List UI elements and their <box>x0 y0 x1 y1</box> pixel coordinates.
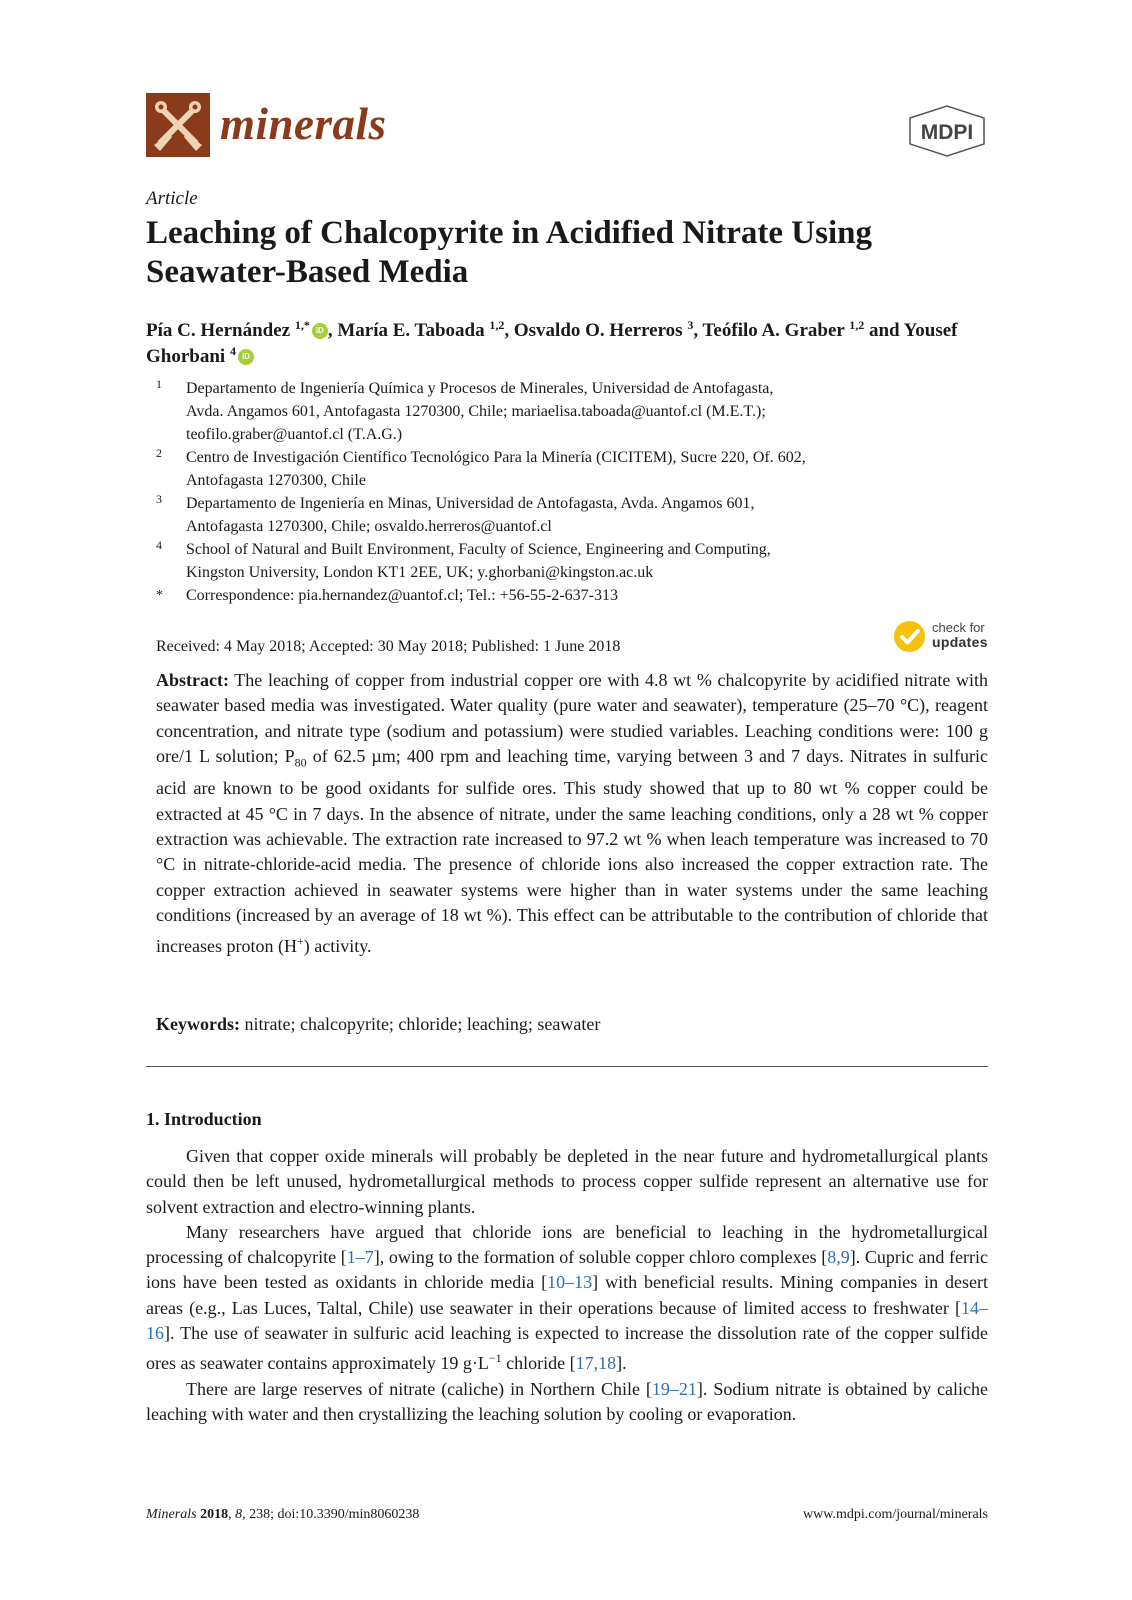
affiliation-item <box>146 584 986 607</box>
affiliations <box>146 377 986 607</box>
superscript: −1 <box>488 1351 502 1366</box>
author-separator: , <box>504 320 514 341</box>
footer-year: 2018 <box>196 1507 229 1522</box>
affiliation-marker: 3 <box>156 492 162 506</box>
paragraph-text: ]. Sodium nitrate is obtained by caliche leaching with water and then crystallizing the leaching solution by cooling or evaporation. <box>146 1378 988 1424</box>
paragraph-text: Many researchers have argued that chloride ions are beneficial to leaching in the hydrometallurgical processing of chalcopyrite [ <box>146 1221 988 1268</box>
paragraph-text: ]. Cupric and ferric ions have been tested as oxidants in chloride media [ <box>146 1247 988 1293</box>
section-divider <box>146 1066 988 1067</box>
keywords-text: nitrate; chalcopyrite; chloride; leaching; seawater <box>240 1014 601 1034</box>
footer-citation <box>146 1506 419 1524</box>
publisher-logo-text: MDPI <box>920 121 974 144</box>
affiliation-line: teofilo.graber@uantof.cl (T.A.G.) <box>186 426 403 443</box>
author-separator: , <box>693 320 703 341</box>
citation-link[interactable]: 14–16 <box>146 1297 988 1344</box>
author-name: Pía C. Hernández <box>146 320 291 341</box>
paragraph-text: chloride [ <box>501 1353 576 1374</box>
affiliation-item <box>146 538 986 584</box>
abstract-sup-1: + <box>296 933 304 948</box>
abstract-text-1: The leaching of copper from industrial copper ore with 4.8 wt % chalcopyrite by acidified nitrate with seawater based media was investigated. Water quality (pure water and seawater), temperature (25–70 °C), reagent concentration, and nitrate type (sodium and potassium) were studied variables. Leaching conditions were: 100 g ore/1 L solution; P <box>156 670 988 767</box>
keywords-label: Keywords: <box>156 1014 240 1034</box>
abstract-label: Abstract: <box>156 670 229 690</box>
citation-link[interactable]: 17,18 <box>575 1353 617 1374</box>
author-name: María E. Taboada <box>337 320 485 341</box>
citation-link[interactable]: 19–21 <box>651 1378 697 1399</box>
affiliation-line: Departamento de Ingeniería Química y Procesos de Minerales, Universidad de Antofagasta, <box>186 380 774 397</box>
journal-logo <box>146 93 210 157</box>
journal-name: minerals <box>220 99 387 149</box>
affiliation-item <box>146 377 986 446</box>
crossed-hammer-shovel-icon <box>146 93 210 157</box>
affiliation-marker: 4 <box>156 538 162 552</box>
author-separator: , <box>327 320 338 341</box>
affiliation-line: Centro de Investigación Científico Tecnológico Para la Minería (CICITEM), Sucre 220, Of. 602, <box>186 449 806 466</box>
affiliation-line: Correspondence: pia.hernandez@uantof.cl; Tel.: +56-55-2-637-313 <box>186 587 618 604</box>
paragraph-text: ]. <box>616 1353 627 1374</box>
author-name: Teófilo A. Graber <box>702 320 845 341</box>
footer-url[interactable]: www.mdpi.com/journal/minerals <box>803 1507 988 1522</box>
keywords <box>156 1012 600 1036</box>
abstract-sub-1: 80 <box>294 755 307 770</box>
author-affiliation-marker: 1,* <box>294 318 310 332</box>
footer-journal: Minerals <box>146 1507 197 1522</box>
check-updates-line1: check for <box>932 620 985 635</box>
paragraph-text: ]. The use of seawater in sulfuric acid leaching is expected to increase the dissolution rate of the copper sulfide ores as seawater contains approximately 19 g·L <box>146 1323 988 1374</box>
affiliation-marker: * <box>156 588 163 603</box>
check-for-updates-badge[interactable] <box>893 620 993 656</box>
publication-dates: Received: 4 May 2018; Accepted: 30 May 2018; Published: 1 June 2018 <box>156 638 621 655</box>
author-list <box>146 318 976 370</box>
footer-volume: 8 <box>235 1507 243 1522</box>
author-affiliation-marker: 1,2 <box>849 318 865 332</box>
affiliation-marker: 2 <box>156 446 162 460</box>
citation-link[interactable]: 10–13 <box>547 1272 593 1293</box>
article-type: Article <box>146 188 198 209</box>
paragraph-text: ] with beneficial results. Mining companies in desert areas (e.g., Las Luces, Taltal, Chile) use seawater in their operations because of limited access to freshwater [ <box>146 1272 989 1318</box>
affiliation-line: Antofagasta 1270300, Chile <box>186 472 366 489</box>
affiliation-marker: 1 <box>156 377 162 391</box>
intro-paragraph-2 <box>146 1220 988 1377</box>
abstract <box>156 668 988 959</box>
footer-sep: , <box>228 1507 236 1522</box>
affiliation-line: Departamento de Ingeniería en Minas, Universidad de Antofagasta, Avda. Angamos 601, <box>186 495 755 512</box>
affiliation-item <box>146 446 986 492</box>
orcid-icon[interactable]: iD <box>238 349 254 365</box>
citation-link[interactable]: 1–7 <box>346 1247 374 1268</box>
orcid-icon[interactable]: iD <box>312 323 328 339</box>
abstract-text-3: ) activity. <box>303 935 372 956</box>
author-name: Osvaldo O. Herreros <box>513 320 683 341</box>
article-title: Leaching of Chalcopyrite in Acidified Nitrate Using Seawater-Based Media <box>146 215 872 290</box>
affiliation-item <box>146 492 986 538</box>
intro-paragraph-3 <box>146 1377 988 1428</box>
author-affiliation-marker: 3 <box>687 318 694 332</box>
section-heading: 1. Introduction <box>146 1109 262 1129</box>
affiliation-line: Antofagasta 1270300, Chile; osvaldo.herreros@uantof.cl <box>186 518 552 535</box>
abstract-text-2: of 62.5 µm; 400 rpm and leaching time, varying between 3 and 7 days. Nitrates in sulfuric acid are known to be good oxidants for sulfide ores. This study showed that up to 80 wt % copper could be extracted at 45 °C in 7 days. In the absence of nitrate, under the same leaching conditions, only a 28 wt % copper extraction was achievable. The extraction rate increased to 97.2 wt % when leach temperature was increased to 70 °C in nitrate-chloride-acid media. The presence of chloride ions also increased the copper extraction rate. The copper extraction achieved in seawater systems were higher than in water systems under the same leaching conditions (increased by an average of 18 wt %). This effect can be attributable to the contribution of chloride that increases proton (H <box>156 746 988 956</box>
introduction-body <box>146 1144 988 1427</box>
affiliation-line: School of Natural and Built Environment, Faculty of Science, Engineering and Computing, <box>186 541 771 558</box>
intro-paragraph-1: Given that copper oxide minerals will probably be depleted in the near future and hydrometallurgical plants could then be left unused, hydrometallurgical methods to process copper sulfide represent an alternative use for solvent extraction and electro-winning plants. <box>146 1146 988 1217</box>
affiliation-line: Avda. Angamos 601, Antofagasta 1270300, Chile; mariaelisa.taboada@uantof.cl (M.E.T.); <box>186 403 766 420</box>
author-affiliation-marker: 1,2 <box>489 318 505 332</box>
author-affiliation-marker: 4 <box>229 344 236 358</box>
paragraph-text: ], owing to the formation of soluble copper chloro complexes [ <box>373 1247 828 1268</box>
footer-doi: , 238; doi:10.3390/min8060238 <box>242 1507 420 1522</box>
author-separator: and <box>864 320 904 341</box>
publisher-logo <box>906 104 988 158</box>
author-name: Yousef Ghorbani <box>146 320 958 367</box>
affiliation-line: Kingston University, London KT1 2EE, UK; y.ghorbani@kingston.ac.uk <box>186 564 654 581</box>
check-updates-icon <box>893 620 926 653</box>
citation-link[interactable]: 8,9 <box>827 1247 850 1268</box>
paragraph-text: There are large reserves of nitrate (caliche) in Northern Chile [ <box>186 1378 652 1399</box>
check-updates-line2: updates <box>932 634 988 650</box>
